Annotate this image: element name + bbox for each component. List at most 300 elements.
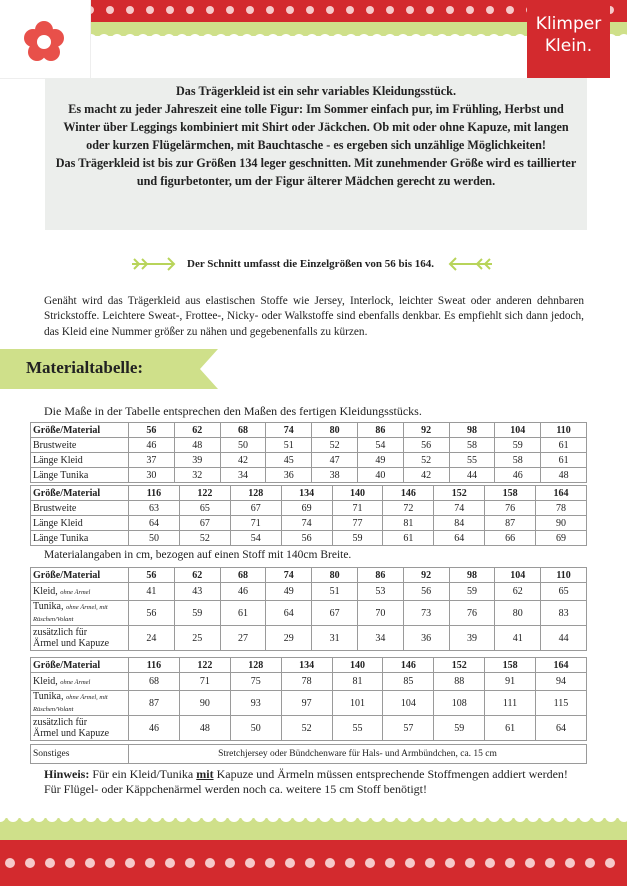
decor-dot xyxy=(25,858,35,868)
table-cell: 71 xyxy=(230,516,281,531)
table-cell: 115 xyxy=(536,691,587,716)
table-cell: 51 xyxy=(266,438,312,453)
row-label: Brustweite xyxy=(31,438,129,453)
row-label xyxy=(31,716,129,741)
decor-scallop xyxy=(475,34,487,46)
table-cell: 74 xyxy=(281,516,332,531)
row-label xyxy=(31,626,129,651)
header-cell: 158 xyxy=(485,486,536,501)
table-cell: 61 xyxy=(383,531,434,546)
banner-title: Materialtabelle: xyxy=(26,358,144,377)
header-cell: 74 xyxy=(266,568,312,583)
table-cell: 65 xyxy=(541,583,587,601)
table-cell: 34 xyxy=(220,468,266,483)
decor-scallop xyxy=(449,34,461,46)
sonstiges-table xyxy=(30,744,587,764)
row-label xyxy=(31,691,129,716)
table-cell: 48 xyxy=(541,468,587,483)
table-cell: 48 xyxy=(174,438,220,453)
decor-scallop xyxy=(163,34,175,46)
decor-scallop xyxy=(280,34,292,46)
decor-dot xyxy=(346,6,354,14)
table-cell: 61 xyxy=(541,453,587,468)
table-row xyxy=(31,716,587,741)
table-row xyxy=(31,438,587,453)
decor-scallop xyxy=(306,34,318,46)
table-cell: 104 xyxy=(383,691,434,716)
extra-label-2: Ärmel und Kapuze xyxy=(33,638,110,649)
hint-line-2: Für Flügel- oder Käppchenärmel werden noch ca. weitere 15 cm Stoff benötigt! xyxy=(44,782,427,796)
logo-line-2: Klein. xyxy=(544,36,593,56)
header-cell: 158 xyxy=(485,658,536,673)
table-row xyxy=(31,468,587,483)
header-cell: 152 xyxy=(434,658,485,673)
klimperklein-logo xyxy=(527,0,610,78)
table-row xyxy=(31,626,587,651)
decor-scallop xyxy=(423,34,435,46)
sonstiges-label: Sonstiges xyxy=(31,745,129,764)
intro-line-2: Es macht zu jeder Jahreszeit eine tolle Figur: Im Sommer einfach pur, im Frühling, Herbst und Winter über Leggings kombiniert mit Shirt oder Jäckchen. Ob mit oder ohne Kapuze, mit langen oder kurzen Flügelärmchen, mit Bauchtasche - es ergeben sich unzählige Möglichkeiten! xyxy=(63,102,569,153)
decor-scallop xyxy=(501,34,513,46)
decor-dot xyxy=(45,858,55,868)
table-cell: 55 xyxy=(449,453,495,468)
decor-scallop xyxy=(137,34,149,46)
decor-scallop xyxy=(514,34,526,46)
decor-scallop xyxy=(371,34,383,46)
hint-text xyxy=(44,767,568,797)
table-cell: 62 xyxy=(495,583,541,601)
header-cell: 152 xyxy=(434,486,485,501)
decor-dot xyxy=(485,858,495,868)
hint-part-b: Kapuze und Ärmeln müssen entsprechende Stoffmengen addiert werden! xyxy=(213,767,568,781)
table-row xyxy=(31,745,587,764)
header-cell: 92 xyxy=(403,423,449,438)
arrow-left-icon xyxy=(446,256,494,272)
table-cell: 42 xyxy=(220,453,266,468)
table-cell: 42 xyxy=(403,468,449,483)
decor-scallop xyxy=(332,34,344,46)
table-cell: 50 xyxy=(230,716,281,741)
table-cell: 43 xyxy=(174,583,220,601)
header-cell: 92 xyxy=(403,568,449,583)
table-cell: 38 xyxy=(312,468,358,483)
table-cell: 94 xyxy=(536,673,587,691)
decor-dot xyxy=(166,6,174,14)
decor-dot xyxy=(565,858,575,868)
table-cell: 46 xyxy=(495,468,541,483)
table-cell: 108 xyxy=(434,691,485,716)
header-cell: 146 xyxy=(383,658,434,673)
table-cell: 59 xyxy=(174,601,220,626)
table-row xyxy=(31,601,587,626)
header-cell: 128 xyxy=(230,658,281,673)
table-cell: 90 xyxy=(536,516,587,531)
header-cell: 62 xyxy=(174,568,220,583)
decor-dot xyxy=(125,858,135,868)
table-cell: 74 xyxy=(434,501,485,516)
logo-line-1: Klimper xyxy=(535,14,602,34)
header-cell: 98 xyxy=(449,568,495,583)
table-cell: 71 xyxy=(179,673,230,691)
table-cell: 65 xyxy=(179,501,230,516)
table-cell: 93 xyxy=(230,691,281,716)
table-cell: 91 xyxy=(485,673,536,691)
table-cell: 50 xyxy=(220,438,266,453)
table-cell: 87 xyxy=(485,516,536,531)
extra-label-2: Ärmel und Kapuze xyxy=(33,728,110,739)
table-cell: 101 xyxy=(332,691,383,716)
table-cell: 97 xyxy=(281,691,332,716)
row-label: Länge Kleid xyxy=(31,516,129,531)
table-cell: 46 xyxy=(129,716,180,741)
table-cell: 59 xyxy=(495,438,541,453)
table-cell: 47 xyxy=(312,453,358,468)
decor-dot xyxy=(106,6,114,14)
extra-label-1: zusätzlich für xyxy=(33,627,88,638)
decor-dot xyxy=(386,6,394,14)
decor-dot xyxy=(406,6,414,14)
kleid-label: Kleid, xyxy=(33,675,58,687)
header-cell: 164 xyxy=(536,486,587,501)
table-row xyxy=(31,501,587,516)
header-cell: 122 xyxy=(179,486,230,501)
measure-table-1-body xyxy=(31,438,587,483)
table-caption: Die Maße in der Tabelle entsprechen den Maßen des fertigen Kleidungsstücks. xyxy=(44,404,422,418)
decor-scallop xyxy=(436,34,448,46)
header-cell: Größe/Material xyxy=(31,423,129,438)
material-table-1-body xyxy=(31,583,587,651)
header-cell: 128 xyxy=(230,486,281,501)
decor-dot xyxy=(506,6,514,14)
table-row xyxy=(31,531,587,546)
table-cell: 59 xyxy=(332,531,383,546)
table-cell: 75 xyxy=(230,673,281,691)
decor-scallop xyxy=(228,34,240,46)
decor-dot xyxy=(285,858,295,868)
table-cell: 46 xyxy=(129,438,175,453)
decor-dot xyxy=(225,858,235,868)
header-cell: 134 xyxy=(281,658,332,673)
header-cell: Größe/Material xyxy=(31,658,129,673)
table-cell: 46 xyxy=(220,583,266,601)
sonstiges-value: Stretchjersey oder Bündchenware für Hals- und Armbündchen, ca. 15 cm xyxy=(129,745,587,764)
table-cell: 25 xyxy=(174,626,220,651)
farbenmix-logo xyxy=(0,0,91,79)
table-cell: 61 xyxy=(485,716,536,741)
hint-mit: mit xyxy=(196,767,214,781)
header-cell: 110 xyxy=(541,568,587,583)
material-caption: Materialangaben in cm, bezogen auf einen Stoff mit 140cm Breite. xyxy=(44,549,352,561)
table-cell: 73 xyxy=(403,601,449,626)
decor-dot xyxy=(385,858,395,868)
tunika-label: Tunika, xyxy=(33,601,64,612)
decor-scallop xyxy=(384,34,396,46)
header-cell: 164 xyxy=(536,658,587,673)
table-cell: 67 xyxy=(179,516,230,531)
decor-scallop xyxy=(150,34,162,46)
table-cell: 36 xyxy=(266,468,312,483)
material-table-1 xyxy=(30,567,587,651)
table-cell: 87 xyxy=(129,691,180,716)
table-cell: 70 xyxy=(357,601,403,626)
header-cell: 104 xyxy=(495,423,541,438)
table-cell: 24 xyxy=(129,626,175,651)
header-cell: 80 xyxy=(312,423,358,438)
header-cell: 122 xyxy=(179,658,230,673)
table-cell: 52 xyxy=(281,716,332,741)
table-cell: 64 xyxy=(129,516,180,531)
decor-scallop xyxy=(124,34,136,46)
header-cell: Größe/Material xyxy=(31,486,129,501)
table-cell: 71 xyxy=(332,501,383,516)
decor-dot xyxy=(265,858,275,868)
table-cell: 56 xyxy=(403,583,449,601)
table-cell: 85 xyxy=(383,673,434,691)
table-cell: 55 xyxy=(332,716,383,741)
table-cell: 58 xyxy=(449,438,495,453)
decor-dot xyxy=(465,858,475,868)
intro-line-1: Das Trägerkleid ist ein sehr variables Kleidungsstück. xyxy=(176,84,456,98)
hint-label: Hinweis: xyxy=(44,767,90,781)
table-header-row xyxy=(31,486,587,501)
decor-dot xyxy=(226,6,234,14)
decor-dot xyxy=(206,6,214,14)
table-row xyxy=(31,583,587,601)
decor-dot xyxy=(405,858,415,868)
decor-dot xyxy=(165,858,175,868)
table-cell: 90 xyxy=(179,691,230,716)
decor-dot xyxy=(545,858,555,868)
table-cell: 49 xyxy=(357,453,403,468)
row-label xyxy=(31,583,129,601)
decor-dot xyxy=(605,858,615,868)
table-cell: 52 xyxy=(403,453,449,468)
decor-dot xyxy=(426,6,434,14)
table-cell: 54 xyxy=(230,531,281,546)
row-label: Länge Tunika xyxy=(31,531,129,546)
decor-scallop xyxy=(488,34,500,46)
decor-scallop xyxy=(462,34,474,46)
sizes-range-line xyxy=(130,256,497,274)
table-cell: 52 xyxy=(312,438,358,453)
decor-dot xyxy=(505,858,515,868)
decor-scallop xyxy=(202,34,214,46)
table-header-row xyxy=(31,568,587,583)
decor-dot xyxy=(145,858,155,868)
row-label: Brustweite xyxy=(31,501,129,516)
tunika-note: ohne Ärmel, mit Rüschen/Volant xyxy=(33,694,108,713)
table-cell: 78 xyxy=(536,501,587,516)
tunika-note: ohne Ärmel, mit Rüschen/Volant xyxy=(33,604,108,623)
measure-table-2 xyxy=(30,485,587,546)
decor-scallop xyxy=(410,34,422,46)
table-cell: 56 xyxy=(403,438,449,453)
header-cell: 116 xyxy=(129,486,180,501)
measure-table-1 xyxy=(30,422,587,483)
table-cell: 83 xyxy=(541,601,587,626)
header-cell: 140 xyxy=(332,658,383,673)
bottom-band-graphic xyxy=(0,818,627,886)
table-cell: 54 xyxy=(357,438,403,453)
decor-dot xyxy=(286,6,294,14)
table-cell: 64 xyxy=(266,601,312,626)
decor-scallop xyxy=(319,34,331,46)
table-row xyxy=(31,453,587,468)
table-cell: 39 xyxy=(174,453,220,468)
header-cell: 134 xyxy=(281,486,332,501)
intro-box xyxy=(45,78,587,230)
header-cell: 146 xyxy=(383,486,434,501)
table-cell: 37 xyxy=(129,453,175,468)
header-cell: 104 xyxy=(495,568,541,583)
header-cell: 140 xyxy=(332,486,383,501)
description-text: Genäht wird das Trägerkleid aus elastischen Stoffe wie Jersey, Interlock, leichter Sweat oder anderen dehnbaren Strickstoffe. Leichtere Sweat-, Frottee-, Nicky- oder Walkstoffe sind ebenfalls denkbar. Es empfiehlt sich dann jedoch, das Kleid eine Nummer größer zu nähen und gegebenenfalls zu kürzen. xyxy=(44,295,584,338)
decor-scallop xyxy=(215,34,227,46)
table-cell: 27 xyxy=(220,626,266,651)
header-cell: 62 xyxy=(174,423,220,438)
decor-dot xyxy=(245,858,255,868)
table-cell: 78 xyxy=(281,673,332,691)
header-cell: 98 xyxy=(449,423,495,438)
table-cell: 34 xyxy=(357,626,403,651)
table-cell: 30 xyxy=(129,468,175,483)
intro-line-3: Das Trägerkleid ist bis zur Größen 134 leger geschnitten. Mit zunehmender Größe wird es taillierter und figurbetonter, um der Figur älterer Mädchen gerecht zu werden. xyxy=(55,156,577,189)
table-cell: 68 xyxy=(129,673,180,691)
table-row xyxy=(31,673,587,691)
header-cell: 74 xyxy=(266,423,312,438)
decor-scallop xyxy=(176,34,188,46)
row-label xyxy=(31,601,129,626)
decor-dot xyxy=(5,858,15,868)
decor-dot xyxy=(365,858,375,868)
table-row xyxy=(31,516,587,531)
tunika-label: Tunika, xyxy=(33,691,64,702)
decor-dot xyxy=(446,6,454,14)
table-cell: 84 xyxy=(434,516,485,531)
decor-dot xyxy=(246,6,254,14)
header-cell: 116 xyxy=(129,658,180,673)
decor-dot xyxy=(585,858,595,868)
decor-scallop xyxy=(345,34,357,46)
table-cell: 63 xyxy=(129,501,180,516)
arrow-right-icon xyxy=(130,256,178,272)
table-cell: 81 xyxy=(383,516,434,531)
table-cell: 67 xyxy=(230,501,281,516)
table-cell: 77 xyxy=(332,516,383,531)
measure-table-2-body xyxy=(31,501,587,546)
table-cell: 40 xyxy=(357,468,403,483)
table-cell: 36 xyxy=(403,626,449,651)
decor-dot xyxy=(85,858,95,868)
decor-dot xyxy=(65,858,75,868)
decor-dot xyxy=(325,858,335,868)
table-cell: 64 xyxy=(536,716,587,741)
header-cell: 56 xyxy=(129,423,175,438)
table-cell: 44 xyxy=(541,626,587,651)
decor-scallop xyxy=(254,34,266,46)
flower-logo-graphic xyxy=(0,0,90,78)
table-cell: 111 xyxy=(485,691,536,716)
header-cell: 86 xyxy=(357,423,403,438)
material-table-2 xyxy=(30,657,587,741)
decor-dot xyxy=(266,6,274,14)
header-cell: 86 xyxy=(357,568,403,583)
decor-dot xyxy=(525,858,535,868)
table-cell: 52 xyxy=(179,531,230,546)
decor-dot xyxy=(205,858,215,868)
decor-dot xyxy=(105,858,115,868)
row-label: Länge Tunika xyxy=(31,468,129,483)
kleid-label: Kleid, xyxy=(33,585,58,597)
row-label: Länge Kleid xyxy=(31,453,129,468)
decor-scallop xyxy=(98,34,110,46)
kleid-note: ohne Ärmel xyxy=(60,588,91,596)
table-cell: 76 xyxy=(449,601,495,626)
table-cell: 48 xyxy=(179,716,230,741)
decor-dot xyxy=(445,858,455,868)
table-cell: 29 xyxy=(266,626,312,651)
decor-scallop xyxy=(358,34,370,46)
decor-scallop xyxy=(111,34,123,46)
table-cell: 80 xyxy=(495,601,541,626)
table-cell: 45 xyxy=(266,453,312,468)
table-cell: 41 xyxy=(495,626,541,651)
table-cell: 59 xyxy=(449,583,495,601)
table-header-row xyxy=(31,658,587,673)
row-label xyxy=(31,673,129,691)
decor-dot xyxy=(306,6,314,14)
table-cell: 66 xyxy=(485,531,536,546)
table-cell: 39 xyxy=(449,626,495,651)
table-cell: 49 xyxy=(266,583,312,601)
decor-dot xyxy=(345,858,355,868)
table-cell: 32 xyxy=(174,468,220,483)
hint-part-a: Für ein Kleid/Tunika xyxy=(89,767,197,781)
header-cell: 68 xyxy=(220,568,266,583)
table-cell: 44 xyxy=(449,468,495,483)
header-cell: Größe/Material xyxy=(31,568,129,583)
table-row xyxy=(31,691,587,716)
decor-dot xyxy=(186,6,194,14)
table-cell: 81 xyxy=(332,673,383,691)
decor-dot xyxy=(305,858,315,868)
table-cell: 88 xyxy=(434,673,485,691)
header-cell: 56 xyxy=(129,568,175,583)
table-cell: 41 xyxy=(129,583,175,601)
material-table-2-body xyxy=(31,673,587,741)
table-cell: 53 xyxy=(357,583,403,601)
materialtabelle-banner xyxy=(0,349,218,389)
table-cell: 64 xyxy=(434,531,485,546)
decor-dot xyxy=(466,6,474,14)
table-cell: 61 xyxy=(541,438,587,453)
sizes-range-text: Der Schnitt umfasst die Einzelgrößen von 56 bis 164. xyxy=(187,258,435,270)
bottom-decor-band xyxy=(0,818,627,886)
header-cell: 110 xyxy=(541,423,587,438)
table-cell: 59 xyxy=(434,716,485,741)
decor-scallop xyxy=(397,34,409,46)
extra-label-1: zusätzlich für xyxy=(33,717,88,728)
decor-dot xyxy=(185,858,195,868)
table-cell: 69 xyxy=(281,501,332,516)
table-cell: 61 xyxy=(220,601,266,626)
decor-dot xyxy=(146,6,154,14)
kleid-note: ohne Ärmel xyxy=(60,678,91,686)
decor-scallop xyxy=(189,34,201,46)
table-header-row xyxy=(31,423,587,438)
decor-scallop xyxy=(241,34,253,46)
decor-dot xyxy=(326,6,334,14)
